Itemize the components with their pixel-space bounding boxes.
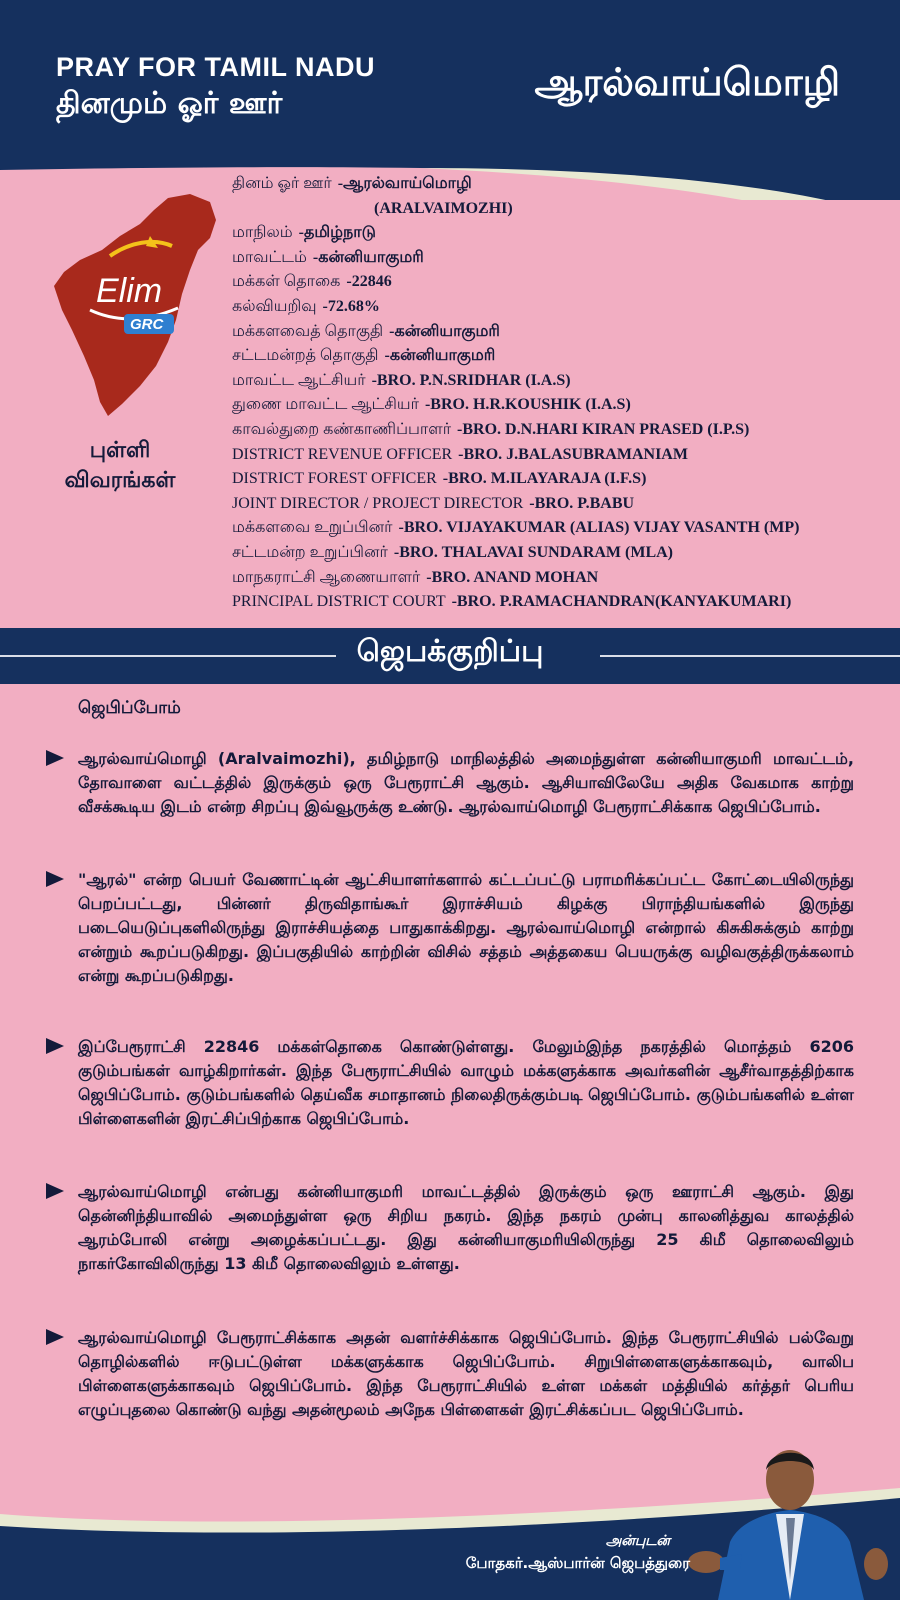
info-row xyxy=(232,369,892,394)
info-value: -72.68% xyxy=(322,297,380,315)
prayer-point-text: ஆரல்வாய்மொழி என்பது கன்னியாகுமரி மாவட்டத்தில் இருக்கும் ஒரு ஊராட்சி ஆகும். இது தென்னிந்தியாவில் அமைந்துள்ள ஒரு சிறிய நகரம். இந்த நகரம் முன்பு காலனித்துவ காலத்தில் ஆரம்போலி என்று அழைக்கப்பட்டது. இது கன்னியாகுமரியிலிருந்து 25 கிமீ தொலைவிலும் நாகர்கோவிலிருந்து 13 கிமீ தொலைவிலும் உள்ளது. xyxy=(78,1182,854,1273)
prayer-heading: ஜெபக்குறிப்பு xyxy=(356,634,544,669)
campaign-title-english: PRAY FOR TAMIL NADU xyxy=(56,52,376,82)
bullet-arrow-icon xyxy=(46,1038,64,1054)
info-row xyxy=(232,295,892,320)
footer-signature: போதகர்.ஆஸ்பார்ன் ஜெபத்துரை xyxy=(465,1554,690,1572)
info-value: -22846 xyxy=(346,273,392,291)
bullet-arrow-icon xyxy=(46,750,64,766)
info-label: DISTRICT FOREST OFFICER xyxy=(232,470,437,488)
bullet-arrow-icon xyxy=(46,871,64,887)
info-row xyxy=(232,246,892,271)
pastor-right-hand xyxy=(864,1548,888,1580)
info-value: -BRO. ANAND MOHAN xyxy=(426,568,599,586)
info-value: -BRO. D.N.HARI KIRAN PRASED (I.P.S) xyxy=(457,420,750,438)
info-row xyxy=(232,443,892,468)
info-row xyxy=(232,516,892,541)
info-row xyxy=(232,566,892,591)
info-label: தினம் ஓர் ஊர் xyxy=(232,175,332,192)
prayer-point xyxy=(46,1180,854,1276)
info-row xyxy=(232,492,892,517)
info-label: மாநகராட்சி ஆணையாளர் xyxy=(232,568,421,586)
info-row xyxy=(232,541,892,566)
info-label: கல்வியறிவு xyxy=(232,297,317,315)
info-label: மக்களவை உறுப்பினர் xyxy=(232,519,393,537)
info-value: -தமிழ்நாடு xyxy=(298,224,376,242)
logo-elim-text: Elim xyxy=(96,272,163,310)
info-value: -BRO. H.R.KOUSHIK (I.A.S) xyxy=(424,396,631,414)
info-label: மாவட்டம் xyxy=(232,248,307,266)
info-row xyxy=(232,590,892,615)
prayer-point xyxy=(46,868,854,988)
prayer-point-text: "ஆரல்" என்ற பெயர் வேணாட்டின் ஆட்சியாளர்களால் கட்டப்பட்டு பராமரிக்கப்பட்ட கோட்டையிலிருந்து பெறப்பட்டது, பின்னர் திருவிதாங்கூர் இராச்சியம் கிழக்கு பிராந்தியங்களில் இருந்து படையெடுப்புகளிலிருந்து இராச்சியத்தை பாதுகாக்கிறது. ஆரல்வாய்மொழி என்றால் கிசுகிசுக்கும் காற்று என்றும் கூறப்படுகிறது. இப்பகுதியில் காற்றின் விசில் சத்தம் அத்தகைய பெயருக்கு வழிவகுத்திருக்கலாம் என்று கூறப்படுகிறது. xyxy=(78,870,854,985)
pastor-left-hand xyxy=(688,1551,724,1573)
prayer-point-text: ஆரல்வாய்மொழி பேரூராட்சிக்காக அதன் வளர்ச்சிக்காக ஜெபிப்போம். இந்த பேரூராட்சியில் பல்வேறு தொழில்களில் ஈடுபட்டுள்ள மக்களுக்காக ஜெபிப்போம். சிறுபிள்ளைகளுக்காகவும், வாலிப பிள்ளைகளுக்காகவும் ஜெபிப்போம். இந்த பேரூராட்சியில் உள்ள மக்கள் மத்தியில் கர்த்தர் பெரிய எழுப்புதலை கொண்டு வந்து அதன்மூலம் அநேக பிள்ளைகள் இரட்சிக்கப்பட ஜெபிப்போம். xyxy=(78,1328,854,1419)
info-row xyxy=(232,344,892,369)
prayer-point-text: இப்பேரூராட்சி 22846 மக்கள்தொகை கொண்டுள்ளது. மேலும்இந்த நகரத்தில் மொத்தம் 6206 குடும்பங்கள் வாழ்கிறார்கள். இந்த பேரூராட்சியில் வாழும் மக்களுக்காக அவர்களின் ஆசீர்வாதத்திற்காக ஜெபிப்போம். குடும்பங்களில் தெய்வீக சமாதானம் நிலைதிருக்கும்படி ஜெபிப்போம். குடும்பங்களில் உள்ள பிள்ளைகளின் இரட்சிப்பிற்காக ஜெபிப்போம். xyxy=(78,1037,854,1128)
info-value: -BRO. P.RAMACHANDRAN(KANYAKUMARI) xyxy=(451,593,792,611)
info-value: -BRO. P.BABU xyxy=(529,494,635,512)
side-label-line1: புள்ளி xyxy=(89,438,151,463)
info-row xyxy=(232,221,892,246)
info-label: மக்களவைத் தொகுதி xyxy=(232,322,384,340)
footer-greeting: அன்புடன் xyxy=(605,1533,670,1549)
side-label xyxy=(40,436,200,496)
info-label: PRINCIPAL DISTRICT COURT xyxy=(232,593,446,611)
info-value-continuation: (ARALVAIMOZHI) xyxy=(374,199,513,217)
info-row xyxy=(232,393,892,418)
info-value: -BRO. M.ILAYARAJA (I.F.S) xyxy=(442,470,647,488)
info-row xyxy=(232,467,892,492)
prayer-point xyxy=(46,747,854,819)
pastor-photo xyxy=(680,1430,900,1600)
info-label: மாநிலம் xyxy=(232,224,293,242)
campaign-title-tamil: தினமும் ஓர் ஊர் xyxy=(56,86,283,121)
info-row xyxy=(232,418,892,443)
info-label: துணை மாவட்ட ஆட்சியர் xyxy=(232,396,419,414)
prayer-heading-band xyxy=(0,628,900,684)
prayer-point xyxy=(46,1035,854,1131)
info-value: -கன்னியாகுமரி xyxy=(389,322,500,340)
logo-grc-text: GRC xyxy=(130,316,164,333)
info-label: DISTRICT REVENUE OFFICER xyxy=(232,445,453,463)
bullet-arrow-icon xyxy=(46,1329,64,1345)
header-banner xyxy=(0,0,900,200)
prayer-intro: ஜெபிப்போம் xyxy=(78,698,181,718)
info-value: -BRO. VIJAYAKUMAR (ALIAS) VIJAY VASANTH (MP) xyxy=(398,519,800,537)
info-label: சட்டமன்ற உறுப்பினர் xyxy=(232,543,388,561)
info-value: -BRO. P.N.SRIDHAR (I.A.S) xyxy=(371,371,571,389)
info-value: -BRO. J.BALASUBRAMANIAM xyxy=(458,445,688,463)
info-row xyxy=(232,172,892,197)
info-label: மாவட்ட ஆட்சியர் xyxy=(232,371,366,389)
info-value: -BRO. THALAVAI SUNDARAM (MLA) xyxy=(393,543,674,561)
info-label: காவல்துறை கண்காணிப்பாளர் xyxy=(232,420,452,438)
tamil-nadu-map-logo xyxy=(50,190,220,420)
info-value: -கன்னியாகுமரி xyxy=(384,347,496,365)
info-value: -கன்னியாகுமரி xyxy=(312,248,424,266)
info-row xyxy=(232,320,892,345)
info-label: சட்டமன்றத் தொகுதி xyxy=(232,347,379,365)
page-title: ஆரல்வாய்மொழி xyxy=(534,60,840,104)
pastor-left-sleeve xyxy=(720,1554,742,1570)
info-label: மக்கள் தொகை xyxy=(232,273,341,291)
bullet-arrow-icon xyxy=(46,1183,64,1199)
info-row xyxy=(232,270,892,295)
side-label-line2: விவரங்கள் xyxy=(64,468,176,493)
info-label: JOINT DIRECTOR / PROJECT DIRECTOR xyxy=(232,494,524,512)
prayer-point-text: ஆரல்வாய்மொழி (Aralvaimozhi), தமிழ்நாடு மாநிலத்தில் அமைந்துள்ள கன்னியாகுமரி மாவட்டம், தோவாளை வட்டத்தில் இருக்கும் ஒரு பேரூராட்சி ஆகும். ஆசியாவிலேயே அதிக வேகமாக காற்று வீசக்கூடிய இடம் என்ற சிறப்பு இவ்வூருக்கு உண்டு. ஆரல்வாய்மொழி பேரூராட்சிக்காக ஜெபிப்போம். xyxy=(78,749,854,816)
info-list xyxy=(232,172,892,615)
prayer-point xyxy=(46,1326,854,1422)
info-value: -ஆரல்வாய்மொழி xyxy=(337,175,472,192)
